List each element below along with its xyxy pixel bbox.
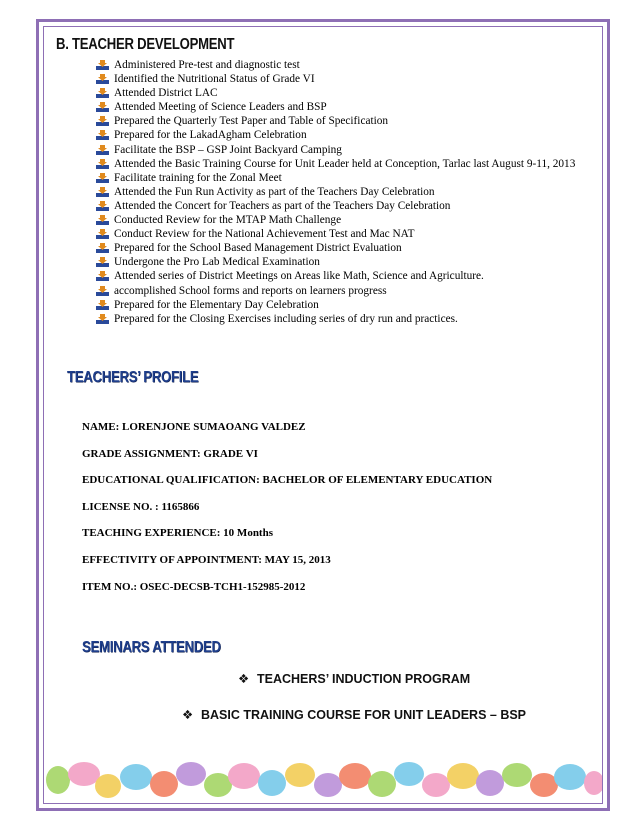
profile-teaching-experience: TEACHING EXPERIENCE: 10 Months bbox=[82, 527, 273, 540]
list-item: Facilitate the BSP – GSP Joint Backyard Camping bbox=[96, 143, 606, 157]
list-item: accomplished School forms and reports on learners progress bbox=[96, 284, 606, 298]
arrow-bullet-icon bbox=[96, 201, 109, 212]
list-item: Attended the Basic Training Course for Unit Leader held at Conception, Tarlac last August 9-11, 2013 bbox=[96, 157, 606, 171]
arrow-bullet-icon bbox=[96, 300, 109, 311]
list-item: Attended District LAC bbox=[96, 86, 606, 100]
seminar-item: ❖ TEACHERS’ INDUCTION PROGRAM bbox=[238, 672, 471, 686]
list-item: Conducted Review for the MTAP Math Challenge bbox=[96, 213, 606, 227]
diamond-bullet-icon: ❖ bbox=[182, 708, 194, 722]
arrow-bullet-icon bbox=[96, 215, 109, 226]
arrow-bullet-icon bbox=[96, 243, 109, 254]
arrow-bullet-icon bbox=[96, 173, 109, 184]
list-item: Facilitate training for the Zonal Meet bbox=[96, 171, 606, 185]
list-item: Attended the Fun Run Activity as part of the Teachers Day Celebration bbox=[96, 185, 606, 199]
profile-name: NAME: LORENJONE SUMAOANG VALDEZ bbox=[82, 421, 306, 433]
list-item: Attended series of District Meetings on Areas like Math, Science and Agriculture. bbox=[96, 269, 606, 283]
diamond-bullet-icon: ❖ bbox=[238, 672, 250, 686]
arrow-bullet-icon bbox=[96, 130, 109, 141]
list-item: Prepared for the Closing Exercises including series of dry run and practices. bbox=[96, 312, 606, 326]
arrow-bullet-icon bbox=[96, 116, 109, 127]
profile-effectivity-of-appointment: EFFECTIVITY OF APPOINTMENT: MAY 15, 2013 bbox=[82, 553, 331, 566]
section-b-title: B. TEACHER DEVELOPMENT bbox=[56, 36, 235, 53]
arrow-bullet-icon bbox=[96, 88, 109, 99]
profile-license-no: LICENSE NO. : 1165866 bbox=[82, 500, 200, 513]
arrow-bullet-icon bbox=[96, 257, 109, 268]
arrow-bullet-icon bbox=[96, 159, 109, 170]
arrow-bullet-icon bbox=[96, 74, 109, 85]
list-item: Undergone the Pro Lab Medical Examination bbox=[96, 255, 606, 269]
list-item: Prepared for the Elementary Day Celebration bbox=[96, 298, 606, 312]
teachers-profile-fields bbox=[82, 420, 492, 606]
arrow-bullet-icon bbox=[96, 187, 109, 198]
colorful-handprints-banner bbox=[46, 752, 602, 802]
arrow-bullet-icon bbox=[96, 229, 109, 240]
teachers-profile-title: TEACHERS’ PROFILE bbox=[67, 369, 199, 386]
arrow-bullet-icon bbox=[96, 145, 109, 156]
profile-educational-qualification: EDUCATIONAL QUALIFICATION: BACHELOR OF ELEMENTARY EDUCATION bbox=[82, 474, 493, 487]
teacher-development-list bbox=[96, 58, 606, 326]
list-item: Attended the Concert for Teachers as part of the Teachers Day Celebration bbox=[96, 199, 606, 213]
list-item: Prepared the Quarterly Test Paper and Table of Specification bbox=[96, 114, 606, 128]
arrow-bullet-icon bbox=[96, 271, 109, 282]
list-item: Administered Pre-test and diagnostic test bbox=[96, 58, 606, 72]
list-item: Prepared for the LakadAgham Celebration bbox=[96, 128, 606, 142]
list-item: Conduct Review for the National Achievement Test and Mac NAT bbox=[96, 227, 606, 241]
seminar-item: ❖ BASIC TRAINING COURSE FOR UNIT LEADERS – BSP bbox=[182, 708, 527, 722]
profile-grade-assignment: GRADE ASSIGNMENT: GRADE VI bbox=[82, 447, 258, 460]
arrow-bullet-icon bbox=[96, 60, 109, 71]
seminars-attended-title: SEMINARS ATTENDED bbox=[82, 639, 221, 656]
arrow-bullet-icon bbox=[96, 314, 109, 325]
list-item: Prepared for the School Based Management District Evaluation bbox=[96, 241, 606, 255]
list-item: Attended Meeting of Science Leaders and BSP bbox=[96, 100, 606, 114]
arrow-bullet-icon bbox=[96, 102, 109, 113]
list-item: Identified the Nutritional Status of Grade VI bbox=[96, 72, 606, 86]
profile-item-no: ITEM NO.: OSEC-DECSB-TCH1-152985-2012 bbox=[82, 580, 306, 593]
arrow-bullet-icon bbox=[96, 286, 109, 297]
